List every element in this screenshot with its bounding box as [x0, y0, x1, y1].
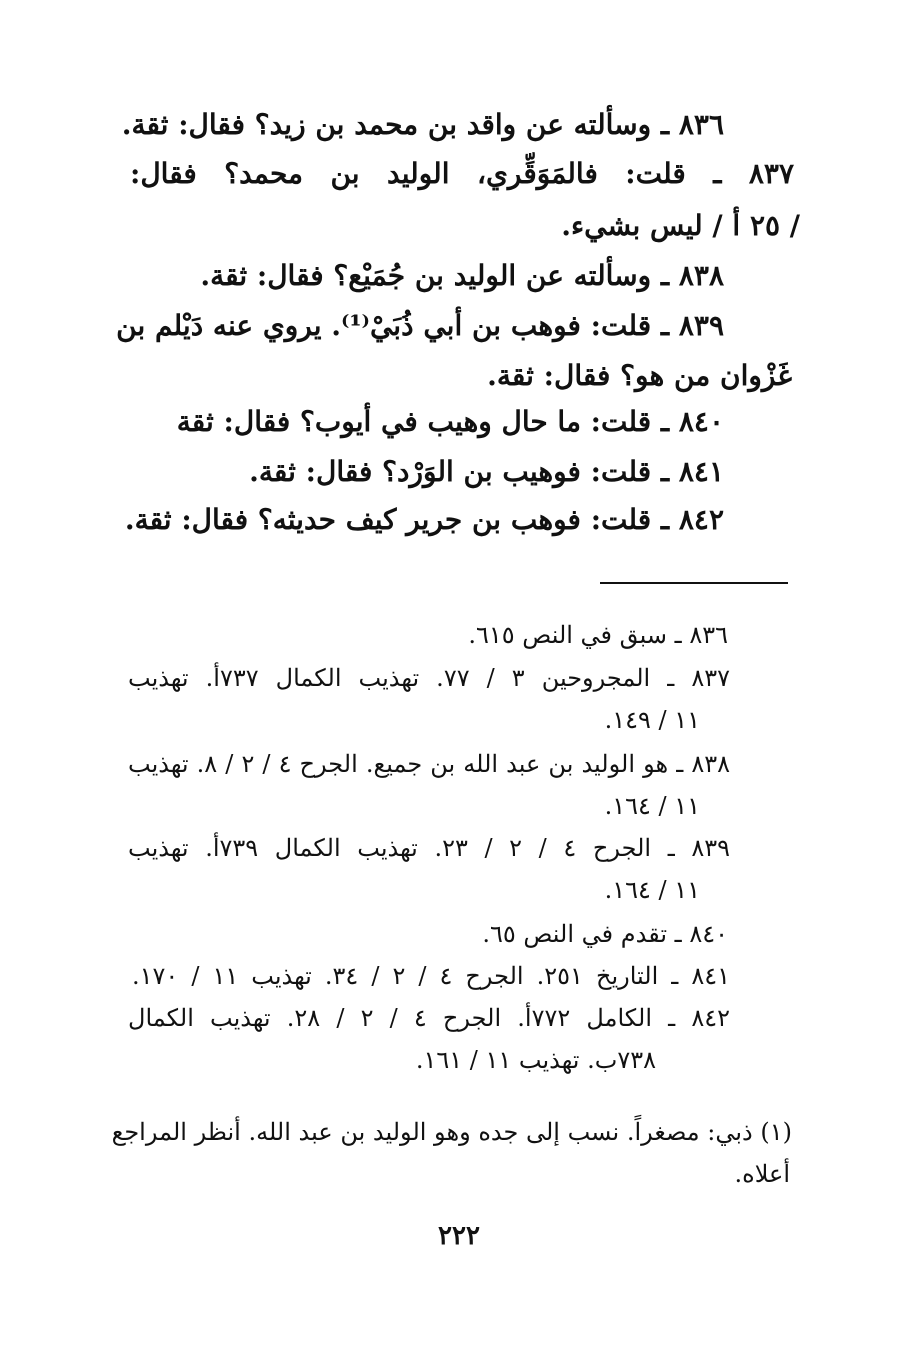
- page-number: ٢٢٢: [438, 1221, 480, 1251]
- note-839-continuation: ١١ / ١٦٤.: [604, 876, 700, 904]
- entry-839-continuation: غَزْوان من هو؟ فقال: ثقة.: [487, 359, 792, 392]
- note-837: ٨٣٧ ـ المجروحين ٣ / ٧٧. تهذيب الكمال ٧٣٧أ. تهذيب: [128, 664, 731, 692]
- note-838: ٨٣٨ ـ هو الوليد بن عبد الله بن جميع. الجرح ٤ / ٢ / ٨. تهذيب: [128, 750, 730, 778]
- entry-838: ٨٣٨ ـ وسألته عن الوليد بن جُمَيْع؟ فقال: ثقة.: [200, 259, 724, 292]
- notes-separator-rule: [600, 582, 788, 584]
- note-838-continuation: ١١ / ١٦٤.: [604, 792, 700, 820]
- footnote-1-continuation: أعلاه.: [734, 1160, 790, 1188]
- note-842: ٨٤٢ ـ الكامل ٧٧٢أ. الجرح ٤ / ٢ / ٢٨. تهذيب الكمال: [128, 1004, 731, 1032]
- entry-837-continuation: / ٢٥ أ / ليس بشيء.: [561, 209, 800, 242]
- note-837-continuation: ١١ / ١٤٩.: [604, 706, 700, 734]
- note-842-continuation: ٧٣٨ب. تهذيب ١١ / ١٦١.: [415, 1046, 656, 1074]
- note-839: ٨٣٩ ـ الجرح ٤ / ٢ / ٢٣. تهذيب الكمال ٧٣٩أ. تهذيب: [128, 834, 731, 862]
- entry-840: ٨٤٠ ـ قلت: ما حال وهيب في أيوب؟ فقال: ثقة: [176, 405, 724, 438]
- note-841: ٨٤١ ـ التاريخ ٢٥١. الجرح ٤ / ٢ / ٣٤. تهذيب ١١ / ١٧٠.: [132, 962, 731, 990]
- note-840: ٨٤٠ ـ تقدم في النص ٦٥.: [482, 920, 728, 948]
- footnote-1: (١) ذبي: مصغراً. نسب إلى جده وهو الوليد بن عبد الله. أنظر المراجع: [111, 1118, 792, 1146]
- entry-841: ٨٤١ ـ قلت: فوهيب بن الوَرْد؟ فقال: ثقة.: [249, 455, 724, 488]
- entry-842: ٨٤٢ ـ قلت: فوهب بن جرير كيف حديثه؟ فقال: ثقة.: [124, 503, 724, 536]
- note-836: ٨٣٦ ـ سبق في النص ٦١٥.: [468, 621, 728, 649]
- entry-837: ٨٣٧ ـ قلت: فالمَوَقِّري، الوليد بن محمد؟ فقال:: [130, 157, 794, 190]
- entry-836: ٨٣٦ ـ وسألته عن واقد بن محمد بن زيد؟ فقال: ثقة.: [121, 108, 724, 141]
- entry-839: ٨٣٩ ـ قلت: فوهب بن أبي ذُبَيْ⁽¹⁾. يروي عنه دَيْلم بن: [116, 309, 724, 342]
